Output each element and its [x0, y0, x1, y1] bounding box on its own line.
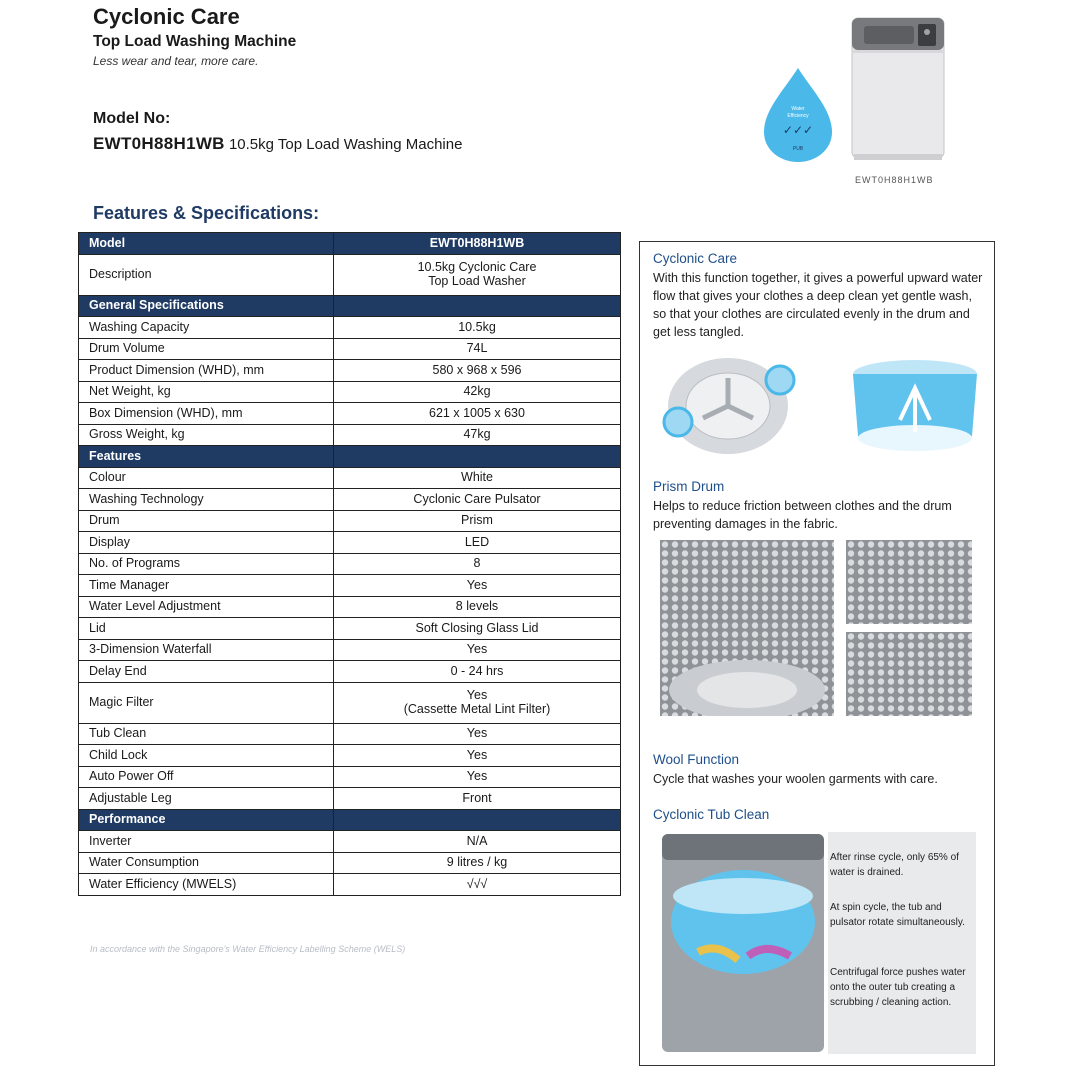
svg-text:Efficiency: Efficiency [787, 113, 809, 119]
spec-value: Yes [334, 745, 621, 767]
spec-label: Display [79, 532, 334, 554]
table-row [79, 553, 621, 575]
spec-value [334, 254, 621, 295]
prism-drum-title: Prism Drum [653, 479, 725, 494]
spec-label: Description [79, 254, 334, 295]
spec-value: Yes [334, 575, 621, 597]
table-row [79, 360, 621, 382]
cyclonic-care-body: With this function together, it gives a powerful upward water flow that gives your clothes a deep clean yet gentle wash, so that your clothes are circulated evenly in the drum and get less tangled. [653, 271, 983, 339]
spec-label: Features [79, 446, 334, 468]
spec-value: N/A [334, 831, 621, 853]
svg-text:✓✓✓: ✓✓✓ [782, 123, 814, 137]
spec-value: 42kg [334, 381, 621, 403]
table-row [79, 467, 621, 489]
table-row [79, 424, 621, 446]
cyclonic-pulsator-image [658, 350, 800, 462]
table-row [79, 788, 621, 810]
spec-label: Lid [79, 618, 334, 640]
tub-clean-callout-1: After rinse cycle, only 65% of water is drained. [830, 852, 959, 878]
spec-label: Gross Weight, kg [79, 424, 334, 446]
spec-value [334, 682, 621, 723]
spec-label: Delay End [79, 661, 334, 683]
table-row [79, 596, 621, 618]
spec-value: LED [334, 532, 621, 554]
svg-text:Water: Water [791, 106, 805, 112]
spec-value: 47kg [334, 424, 621, 446]
spec-value: Yes [334, 723, 621, 745]
spec-label: Net Weight, kg [79, 381, 334, 403]
spec-value: EWT0H88H1WB [334, 233, 621, 255]
prism-drum-body: Helps to reduce friction between clothes and the drum preventing damages in the fabric. [653, 499, 952, 531]
table-row [79, 254, 621, 295]
spec-label: Time Manager [79, 575, 334, 597]
prism-drum-closeup-2-image [846, 632, 972, 716]
spec-label: Tub Clean [79, 723, 334, 745]
wool-function-body: Cycle that washes your woolen garments with care. [653, 772, 938, 786]
spec-label: Product Dimension (WHD), mm [79, 360, 334, 382]
spec-label: Drum [79, 510, 334, 532]
spec-value: 10.5kg [334, 317, 621, 339]
spec-value: Prism [334, 510, 621, 532]
footnote: In accordance with the Singapore's Water Efficiency Labelling Scheme (WELS) [90, 944, 406, 954]
spec-value: Soft Closing Glass Lid [334, 618, 621, 640]
table-row [79, 661, 621, 683]
table-row [79, 723, 621, 745]
table-row [79, 403, 621, 425]
spec-value-line: (Cassette Metal Lint Filter) [403, 701, 551, 716]
spec-value: 0 - 24 hrs [334, 661, 621, 683]
table-section-header [79, 233, 621, 255]
spec-label: Water Consumption [79, 852, 334, 874]
table-row [79, 745, 621, 767]
table-row [79, 639, 621, 661]
tagline: Less wear and tear, more care. [93, 54, 259, 68]
cyclonic-water-flow-image [848, 354, 982, 458]
spec-label: Child Lock [79, 745, 334, 767]
table-row [79, 682, 621, 723]
spec-label: Magic Filter [79, 682, 334, 723]
table-row [79, 618, 621, 640]
spec-label: Water Efficiency (MWELS) [79, 874, 334, 896]
water-efficiency-badge [764, 68, 832, 162]
spec-value: 580 x 968 x 596 [334, 360, 621, 382]
washing-machine-illustration [852, 18, 944, 160]
spec-label: Washing Technology [79, 489, 334, 511]
spec-value: √√√ [334, 874, 621, 896]
prism-drum-closeup-1-image [846, 540, 972, 624]
spec-value: 621 x 1005 x 630 [334, 403, 621, 425]
cyclonic-care-title: Cyclonic Care [653, 251, 738, 266]
table-row [79, 338, 621, 360]
spec-label: Inverter [79, 831, 334, 853]
model-description: 10.5kg Top Load Washing Machine [228, 136, 463, 153]
spec-value: 74L [334, 338, 621, 360]
svg-text:PUB: PUB [792, 146, 804, 152]
table-row [79, 575, 621, 597]
feature-panel [639, 241, 995, 1066]
spec-value-line: Yes [466, 688, 488, 703]
spec-label: Washing Capacity [79, 317, 334, 339]
table-row [79, 766, 621, 788]
spec-value: 8 levels [334, 596, 621, 618]
spec-value: 8 [334, 553, 621, 575]
table-row [79, 489, 621, 511]
wool-function-title: Wool Function [653, 752, 740, 767]
spec-value [334, 446, 621, 468]
spec-value [334, 295, 621, 317]
spec-value: Cyclonic Care Pulsator [334, 489, 621, 511]
spec-table [78, 232, 621, 896]
tub-clean-callout-3: Centrifugal force pushes water onto the outer tub creating a scrubbing / cleaning action. [830, 967, 966, 1008]
spec-value-line: Top Load Washer [428, 273, 526, 288]
prism-drum-interior-image [660, 540, 834, 716]
page-title: Cyclonic Care [93, 4, 240, 29]
model-code: EWT0H88H1WB [93, 134, 225, 153]
spec-label: Colour [79, 467, 334, 489]
table-row [79, 510, 621, 532]
spec-label: Box Dimension (WHD), mm [79, 403, 334, 425]
table-row [79, 831, 621, 853]
model-no-label: Model No: [93, 110, 171, 127]
spec-label: No. of Programs [79, 553, 334, 575]
spec-label: Drum Volume [79, 338, 334, 360]
spec-value: Yes [334, 639, 621, 661]
table-section-header [79, 809, 621, 831]
spec-label: Model [79, 233, 334, 255]
spec-value: White [334, 467, 621, 489]
spec-label: Auto Power Off [79, 766, 334, 788]
tub-clean-callout-2: At spin cycle, the tub and pulsator rotate simultaneously. [830, 902, 965, 928]
spec-label: Water Level Adjustment [79, 596, 334, 618]
spec-label: 3-Dimension Waterfall [79, 639, 334, 661]
spec-value: 9 litres / kg [334, 852, 621, 874]
table-row [79, 852, 621, 874]
spec-value [334, 809, 621, 831]
spec-label: Performance [79, 809, 334, 831]
spec-value: Front [334, 788, 621, 810]
spec-label: General Specifications [79, 295, 334, 317]
spec-value-line: 10.5kg Cyclonic Care [417, 260, 537, 275]
table-row [79, 874, 621, 896]
spec-label: Adjustable Leg [79, 788, 334, 810]
table-section-header [79, 295, 621, 317]
specs-heading: Features & Specifications: [93, 203, 320, 223]
table-row [79, 532, 621, 554]
model-line [93, 134, 462, 154]
table-section-header [79, 446, 621, 468]
cyclonic-tub-clean-title: Cyclonic Tub Clean [653, 807, 770, 822]
product-image [760, 10, 960, 190]
product-caption: EWT0H88H1WB [855, 175, 934, 185]
table-row [79, 317, 621, 339]
spec-value: Yes [334, 766, 621, 788]
table-row [79, 381, 621, 403]
page-subtitle: Top Load Washing Machine [93, 33, 297, 50]
